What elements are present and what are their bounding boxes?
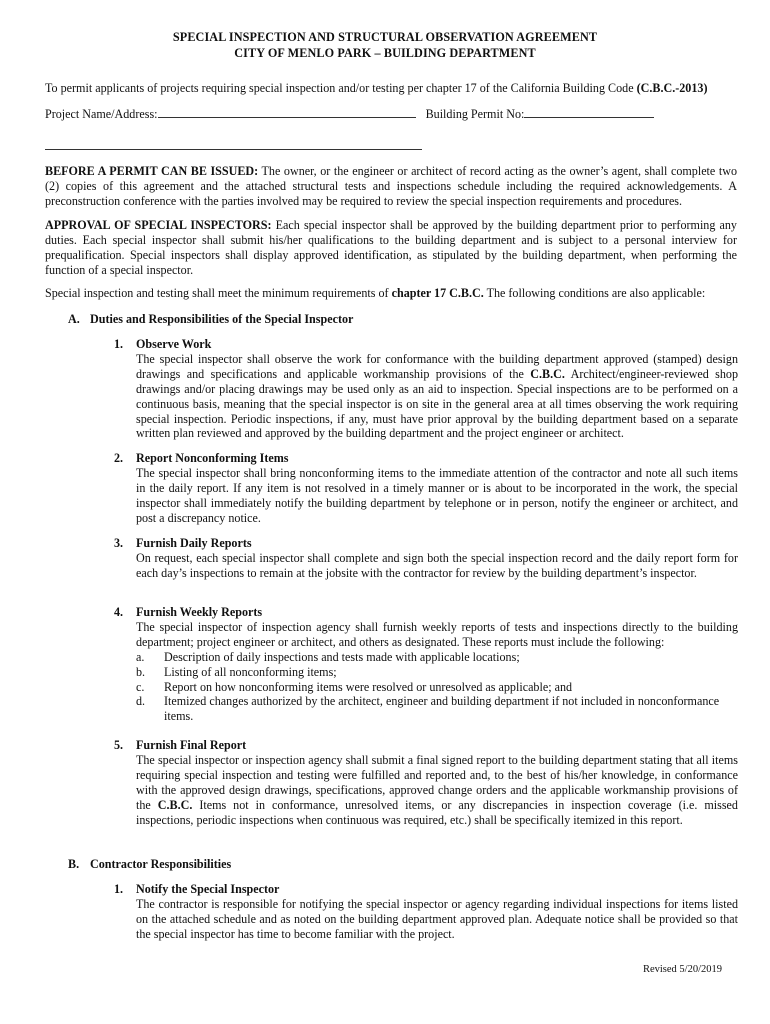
project-row [45,106,654,122]
requirements-paragraph: Special inspection and testing shall meet the minimum requirements of chapter 17 C.B.C. The following conditions are also applicable: [45,286,706,300]
intro-paragraph: To permit applicants of projects requiring special inspection and/or testing per chapter 17 of the California Building Code (C.B.C.-2013) [45,81,708,95]
project-name-field[interactable] [158,106,416,118]
section-a-heading: A. Duties and Responsibilities of the Special Inspector [68,312,354,326]
before-permit-paragraph: BEFORE A PERMIT CAN BE ISSUED: The owner, or the engineer or architect of record acting as the owner’s agent, shall complete two (2) copies of this agreement and the attached structural tests and inspections schedule including the required acknowledgements. A preconstruction conference with the parties involved may be required to review the special inspection requirements and procedures. [45,164,737,208]
section-b-item-1: 1. Notify the Special Inspector The contractor is responsible for notifying the special inspector or agency regarding individual inspections for items listed on the attached schedule and as noted on the building department approved plan. Adequate notice shall be provided so that the special inspector has time to become familiar with the project. [114,882,738,941]
approval-paragraph: APPROVAL OF SPECIAL INSPECTORS: Each special inspector shall be approved by the building department prior to performing any duties. Each special inspector shall submit his/her qualifications to the building department and is subject to a personal interview for prequalification. Special inspectors shall display approved identification, as stipulated by the building department, when performing the function of a special inspector. [45,218,737,277]
section-a-item-3: 3. Furnish Daily Reports On request, each special inspector shall complete and sign both the special inspection record and the daily report form for each day’s inspections to remain at the jobsite with the contractor for review by the building department’s inspector. [114,536,738,580]
document-subtitle: CITY OF MENLO PARK – BUILDING DEPARTMENT [234,46,536,60]
revision-date: Revised 5/20/2019 [642,964,722,975]
section-a-item-2: 2. Report Nonconforming Items The special inspector shall bring nonconforming items to the immediate attention of the contractor and note all such items in the daily report. If any item is not resolved in a timely manner or is about to be incorporated in the work, the special inspector shall immediately notify the building department by telephone or in person, notify the engineer or architect, and post a discrepancy notice. [114,451,738,525]
sub-item-a: a. Description of daily inspections and tests made with applicable locations; [136,649,520,664]
section-a-item-1: 1. Observe Work The special inspector shall observe the work for conformance with the building department approved (stamped) design drawings and specifications and applicable workmanship provisions of the C.B.C. Architect/engineer-reviewed shop drawings and/or placing drawings may be used only as an aid to inspection. Special inspections are to be performed on a continuous basis, meaning that the special inspector is on site in the general area at all times observing the work requiring special inspection. Periodic inspections, if any, must have prior approval by the building department based on a separate written plan reviewed and approved by the building department and the project engineer or architect. [114,337,739,441]
permit-number-label: Building Permit No: [425,107,525,121]
sub-item-b: b. Listing of all nonconforming items; [136,664,337,679]
sub-item-c: c. Report on how nonconforming items were resolved or unresolved as applicable; and [136,679,573,694]
sub-item-d: d. Itemized changes authorized by the architect, engineer and building department if not included in nonconformance items. [136,694,720,724]
section-b-heading: B. Contractor Responsibilities [68,857,232,871]
project-address-line2-field[interactable] [45,138,422,150]
permit-number-field[interactable] [524,106,654,118]
section-a-item-5: 5. Furnish Final Report The special inspector or inspection agency shall submit a final signed report to the building department stating that all items requiring special inspection and testing were fulfilled and reported and, to the best of his/her knowledge, in conformance with the approved design drawings, specifications, approved change orders and the applicable workmanship provisions of the C.B.C. Items not in conformance, unresolved items, or any discrepancies in inspection coverage (i.e. missed inspections, periodic inspections when continuous was required, etc.) shall be specifically itemized in this report. [114,738,738,827]
document-title: SPECIAL INSPECTION AND STRUCTURAL OBSERVATION AGREEMENT [172,30,598,44]
project-name-label: Project Name/Address: [45,107,158,121]
section-a-item-4: 4. Furnish Weekly Reports The special inspector of inspection agency shall furnish weekly reports of tests and inspections directly to the building department; project engineer or architect, and others as designated. These reports must include the following: a. Description of daily inspections and tests made with applicable locations; b. Listing of all nonconforming items; c. Report on how nonconforming items were resolved or unresolved as applicable; and d. Itemized changes authorized by the architect, engineer and building department if not included in nonconformance items. [114,605,738,724]
